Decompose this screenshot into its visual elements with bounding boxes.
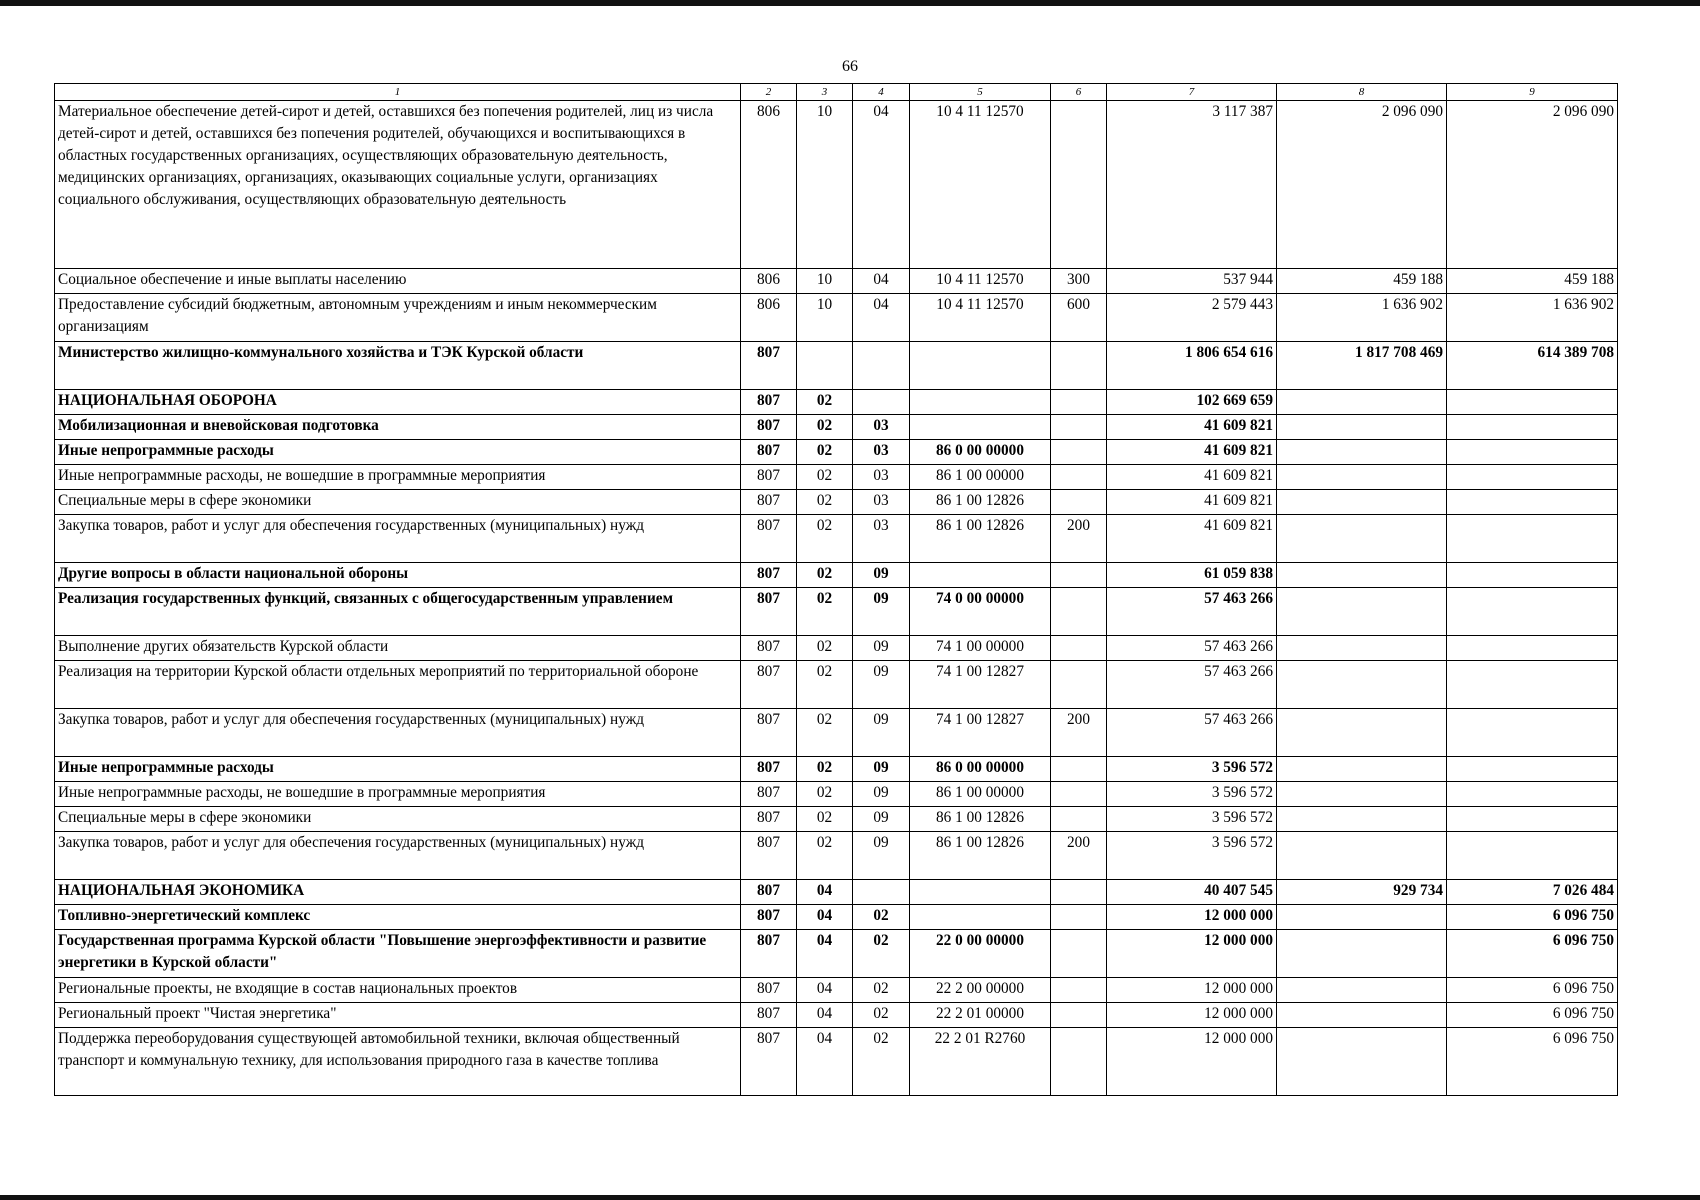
row-section: 10 xyxy=(797,294,853,342)
row-sum-col8 xyxy=(1277,709,1447,757)
row-sum-col8 xyxy=(1277,563,1447,588)
row-subsection: 09 xyxy=(853,563,910,588)
row-target-article: 74 1 00 12827 xyxy=(910,661,1051,709)
table-row xyxy=(55,661,1618,709)
row-expense-type xyxy=(1051,757,1107,782)
row-section: 04 xyxy=(797,978,853,1003)
row-target-article: 10 4 11 12570 xyxy=(910,101,1051,269)
table-row xyxy=(55,1003,1618,1028)
row-section: 02 xyxy=(797,807,853,832)
row-sum-col7: 41 609 821 xyxy=(1107,490,1277,515)
row-grbs: 807 xyxy=(741,807,797,832)
row-sum-col9 xyxy=(1447,782,1618,807)
row-expense-type xyxy=(1051,490,1107,515)
row-sum-col9 xyxy=(1447,807,1618,832)
row-section: 02 xyxy=(797,415,853,440)
row-section: 02 xyxy=(797,390,853,415)
row-name: Предоставление субсидий бюджетным, автономным учреждениям и иным некоммерческим организациям xyxy=(55,294,741,342)
row-grbs: 807 xyxy=(741,515,797,563)
row-section: 02 xyxy=(797,515,853,563)
row-grbs: 807 xyxy=(741,342,797,390)
row-grbs: 807 xyxy=(741,1003,797,1028)
row-sum-col8 xyxy=(1277,757,1447,782)
row-sum-col9 xyxy=(1447,636,1618,661)
row-section xyxy=(797,342,853,390)
row-subsection: 03 xyxy=(853,490,910,515)
table-row xyxy=(55,294,1618,342)
scan-border-top xyxy=(0,0,1700,6)
table-row xyxy=(55,905,1618,930)
row-section: 02 xyxy=(797,563,853,588)
row-subsection: 02 xyxy=(853,978,910,1003)
row-expense-type xyxy=(1051,782,1107,807)
table-row xyxy=(55,807,1618,832)
table-row xyxy=(55,515,1618,563)
table-row xyxy=(55,390,1618,415)
row-target-article xyxy=(910,880,1051,905)
row-grbs: 807 xyxy=(741,415,797,440)
row-section: 10 xyxy=(797,269,853,294)
row-subsection: 04 xyxy=(853,101,910,269)
row-name: Специальные меры в сфере экономики xyxy=(55,807,741,832)
row-name: НАЦИОНАЛЬНАЯ ОБОРОНА xyxy=(55,390,741,415)
table-row xyxy=(55,782,1618,807)
row-grbs: 807 xyxy=(741,465,797,490)
row-expense-type xyxy=(1051,978,1107,1003)
row-subsection: 09 xyxy=(853,636,910,661)
row-sum-col7: 57 463 266 xyxy=(1107,636,1277,661)
row-sum-col8 xyxy=(1277,415,1447,440)
row-grbs: 807 xyxy=(741,636,797,661)
column-number: 7 xyxy=(1107,84,1277,101)
row-section: 02 xyxy=(797,661,853,709)
row-sum-col9: 6 096 750 xyxy=(1447,905,1618,930)
budget-table xyxy=(54,83,1618,1096)
row-subsection xyxy=(853,342,910,390)
table-row xyxy=(55,342,1618,390)
row-sum-col9 xyxy=(1447,563,1618,588)
row-subsection: 09 xyxy=(853,782,910,807)
table-row xyxy=(55,465,1618,490)
row-target-article: 86 1 00 00000 xyxy=(910,782,1051,807)
row-name: Специальные меры в сфере экономики xyxy=(55,490,741,515)
scan-border-bottom xyxy=(0,1195,1700,1200)
row-sum-col9 xyxy=(1447,709,1618,757)
row-subsection: 04 xyxy=(853,294,910,342)
row-sum-col7: 537 944 xyxy=(1107,269,1277,294)
row-sum-col7: 57 463 266 xyxy=(1107,661,1277,709)
row-grbs: 807 xyxy=(741,390,797,415)
row-section: 02 xyxy=(797,490,853,515)
row-sum-col8 xyxy=(1277,661,1447,709)
row-grbs: 807 xyxy=(741,905,797,930)
row-sum-col8 xyxy=(1277,440,1447,465)
row-expense-type xyxy=(1051,905,1107,930)
table-row xyxy=(55,757,1618,782)
table-row xyxy=(55,269,1618,294)
row-section: 04 xyxy=(797,1028,853,1096)
table-row xyxy=(55,930,1618,978)
column-number: 5 xyxy=(910,84,1051,101)
row-sum-col9 xyxy=(1447,490,1618,515)
row-section: 04 xyxy=(797,905,853,930)
row-sum-col8 xyxy=(1277,636,1447,661)
row-expense-type: 200 xyxy=(1051,832,1107,880)
row-target-article: 10 4 11 12570 xyxy=(910,269,1051,294)
row-sum-col8 xyxy=(1277,390,1447,415)
row-sum-col7: 102 669 659 xyxy=(1107,390,1277,415)
column-number: 6 xyxy=(1051,84,1107,101)
column-number: 4 xyxy=(853,84,910,101)
row-target-article: 10 4 11 12570 xyxy=(910,294,1051,342)
row-sum-col9 xyxy=(1447,832,1618,880)
row-name: НАЦИОНАЛЬНАЯ ЭКОНОМИКА xyxy=(55,880,741,905)
row-sum-col8 xyxy=(1277,1028,1447,1096)
row-expense-type: 600 xyxy=(1051,294,1107,342)
row-sum-col7: 2 579 443 xyxy=(1107,294,1277,342)
row-expense-type xyxy=(1051,930,1107,978)
row-target-article: 86 0 00 00000 xyxy=(910,757,1051,782)
row-section: 02 xyxy=(797,440,853,465)
table-row xyxy=(55,709,1618,757)
table-row xyxy=(55,490,1618,515)
row-section: 02 xyxy=(797,757,853,782)
row-grbs: 807 xyxy=(741,757,797,782)
row-expense-type: 300 xyxy=(1051,269,1107,294)
row-subsection: 09 xyxy=(853,588,910,636)
row-subsection xyxy=(853,880,910,905)
table-row xyxy=(55,880,1618,905)
row-sum-col7: 12 000 000 xyxy=(1107,930,1277,978)
row-sum-col9 xyxy=(1447,757,1618,782)
table-row xyxy=(55,1028,1618,1096)
row-grbs: 807 xyxy=(741,978,797,1003)
row-expense-type xyxy=(1051,588,1107,636)
row-target-article: 22 2 01 00000 xyxy=(910,1003,1051,1028)
row-target-article: 22 0 00 00000 xyxy=(910,930,1051,978)
row-expense-type xyxy=(1051,661,1107,709)
row-sum-col9: 614 389 708 xyxy=(1447,342,1618,390)
row-subsection xyxy=(853,390,910,415)
page-number: 66 xyxy=(842,58,858,75)
row-sum-col9 xyxy=(1447,661,1618,709)
row-subsection: 03 xyxy=(853,465,910,490)
column-number: 8 xyxy=(1277,84,1447,101)
row-section: 04 xyxy=(797,880,853,905)
row-target-article: 86 1 00 12826 xyxy=(910,515,1051,563)
row-sum-col9 xyxy=(1447,390,1618,415)
row-sum-col7: 57 463 266 xyxy=(1107,709,1277,757)
row-expense-type xyxy=(1051,1028,1107,1096)
row-expense-type xyxy=(1051,101,1107,269)
row-expense-type xyxy=(1051,440,1107,465)
row-target-article: 22 2 01 R2760 xyxy=(910,1028,1051,1096)
row-section: 02 xyxy=(797,709,853,757)
row-section: 02 xyxy=(797,832,853,880)
row-expense-type xyxy=(1051,563,1107,588)
row-expense-type: 200 xyxy=(1051,709,1107,757)
row-grbs: 806 xyxy=(741,269,797,294)
row-target-article: 22 2 00 00000 xyxy=(910,978,1051,1003)
row-name: Выполнение других обязательств Курской области xyxy=(55,636,741,661)
row-grbs: 807 xyxy=(741,661,797,709)
row-name: Министерство жилищно-коммунального хозяйства и ТЭК Курской области xyxy=(55,342,741,390)
row-grbs: 807 xyxy=(741,782,797,807)
row-grbs: 807 xyxy=(741,709,797,757)
row-sum-col7: 12 000 000 xyxy=(1107,905,1277,930)
row-sum-col8 xyxy=(1277,588,1447,636)
row-name: Иные непрограммные расходы, не вошедшие в программные мероприятия xyxy=(55,782,741,807)
row-target-article xyxy=(910,415,1051,440)
row-expense-type xyxy=(1051,415,1107,440)
row-grbs: 807 xyxy=(741,563,797,588)
row-sum-col9: 459 188 xyxy=(1447,269,1618,294)
row-sum-col7: 61 059 838 xyxy=(1107,563,1277,588)
row-expense-type xyxy=(1051,880,1107,905)
row-grbs: 807 xyxy=(741,880,797,905)
row-subsection: 03 xyxy=(853,415,910,440)
row-sum-col9 xyxy=(1447,440,1618,465)
row-sum-col9: 7 026 484 xyxy=(1447,880,1618,905)
row-target-article xyxy=(910,563,1051,588)
row-sum-col7: 40 407 545 xyxy=(1107,880,1277,905)
row-expense-type: 200 xyxy=(1051,515,1107,563)
row-sum-col7: 3 117 387 xyxy=(1107,101,1277,269)
row-target-article xyxy=(910,905,1051,930)
row-name: Иные непрограммные расходы xyxy=(55,440,741,465)
row-name: Реализация государственных функций, связанных с общегосударственным управлением xyxy=(55,588,741,636)
row-expense-type xyxy=(1051,807,1107,832)
row-sum-col8: 459 188 xyxy=(1277,269,1447,294)
row-sum-col8 xyxy=(1277,930,1447,978)
row-subsection: 02 xyxy=(853,905,910,930)
row-name: Реализация на территории Курской области отдельных мероприятий по территориальной обороне xyxy=(55,661,741,709)
row-sum-col7: 1 806 654 616 xyxy=(1107,342,1277,390)
row-name: Закупка товаров, работ и услуг для обеспечения государственных (муниципальных) нужд xyxy=(55,515,741,563)
row-grbs: 806 xyxy=(741,294,797,342)
row-target-article: 86 1 00 00000 xyxy=(910,465,1051,490)
row-sum-col7: 57 463 266 xyxy=(1107,588,1277,636)
row-sum-col8 xyxy=(1277,1003,1447,1028)
row-sum-col8 xyxy=(1277,807,1447,832)
row-sum-col9 xyxy=(1447,515,1618,563)
row-sum-col7: 3 596 572 xyxy=(1107,807,1277,832)
row-section: 02 xyxy=(797,782,853,807)
row-grbs: 807 xyxy=(741,832,797,880)
row-name: Иные непрограммные расходы, не вошедшие в программные мероприятия xyxy=(55,465,741,490)
row-sum-col9: 6 096 750 xyxy=(1447,978,1618,1003)
row-subsection: 04 xyxy=(853,269,910,294)
row-target-article: 74 1 00 12827 xyxy=(910,709,1051,757)
row-subsection: 09 xyxy=(853,661,910,709)
row-grbs: 807 xyxy=(741,930,797,978)
row-target-article: 86 0 00 00000 xyxy=(910,440,1051,465)
row-sum-col8: 1 636 902 xyxy=(1277,294,1447,342)
row-sum-col8 xyxy=(1277,465,1447,490)
row-grbs: 807 xyxy=(741,440,797,465)
column-number-row xyxy=(55,84,1618,101)
row-sum-col8 xyxy=(1277,782,1447,807)
row-subsection: 09 xyxy=(853,709,910,757)
row-section: 02 xyxy=(797,588,853,636)
row-sum-col8 xyxy=(1277,515,1447,563)
row-target-article: 86 1 00 12826 xyxy=(910,807,1051,832)
row-name: Региональные проекты, не входящие в состав национальных проектов xyxy=(55,978,741,1003)
row-section: 04 xyxy=(797,1003,853,1028)
row-expense-type xyxy=(1051,390,1107,415)
row-section: 10 xyxy=(797,101,853,269)
row-name: Региональный проект "Чистая энергетика" xyxy=(55,1003,741,1028)
table-row xyxy=(55,588,1618,636)
row-target-article: 74 0 00 00000 xyxy=(910,588,1051,636)
row-section: 02 xyxy=(797,465,853,490)
row-grbs: 807 xyxy=(741,1028,797,1096)
row-name: Топливно-энергетический комплекс xyxy=(55,905,741,930)
row-target-article: 86 1 00 12826 xyxy=(910,490,1051,515)
column-number: 1 xyxy=(55,84,741,101)
row-sum-col9: 6 096 750 xyxy=(1447,1003,1618,1028)
row-target-article: 74 1 00 00000 xyxy=(910,636,1051,661)
row-expense-type xyxy=(1051,636,1107,661)
row-expense-type xyxy=(1051,1003,1107,1028)
row-sum-col7: 12 000 000 xyxy=(1107,978,1277,1003)
row-subsection: 09 xyxy=(853,757,910,782)
row-name: Закупка товаров, работ и услуг для обеспечения государственных (муниципальных) нужд xyxy=(55,709,741,757)
row-sum-col7: 41 609 821 xyxy=(1107,465,1277,490)
row-name: Другие вопросы в области национальной обороны xyxy=(55,563,741,588)
row-subsection: 03 xyxy=(853,440,910,465)
table-row xyxy=(55,636,1618,661)
row-name: Иные непрограммные расходы xyxy=(55,757,741,782)
row-subsection: 02 xyxy=(853,1003,910,1028)
row-sum-col8: 1 817 708 469 xyxy=(1277,342,1447,390)
row-target-article xyxy=(910,342,1051,390)
row-sum-col8 xyxy=(1277,905,1447,930)
row-sum-col7: 3 596 572 xyxy=(1107,832,1277,880)
row-sum-col8 xyxy=(1277,978,1447,1003)
row-name: Поддержка переоборудования существующей автомобильной техники, включая общественный транспорт и коммунальную технику, для использования природного газа в качестве топлива xyxy=(55,1028,741,1096)
row-name: Государственная программа Курской области "Повышение энергоэффективности и развитие энергетики в Курской области" xyxy=(55,930,741,978)
row-subsection: 03 xyxy=(853,515,910,563)
row-section: 02 xyxy=(797,636,853,661)
row-sum-col8 xyxy=(1277,490,1447,515)
row-subsection: 02 xyxy=(853,1028,910,1096)
row-sum-col9 xyxy=(1447,588,1618,636)
row-sum-col9: 1 636 902 xyxy=(1447,294,1618,342)
row-sum-col9: 6 096 750 xyxy=(1447,930,1618,978)
row-sum-col7: 41 609 821 xyxy=(1107,440,1277,465)
row-sum-col7: 41 609 821 xyxy=(1107,415,1277,440)
row-sum-col9: 6 096 750 xyxy=(1447,1028,1618,1096)
row-sum-col7: 12 000 000 xyxy=(1107,1028,1277,1096)
row-grbs: 807 xyxy=(741,588,797,636)
table-row xyxy=(55,440,1618,465)
row-target-article xyxy=(910,390,1051,415)
row-sum-col9 xyxy=(1447,465,1618,490)
row-sum-col7: 3 596 572 xyxy=(1107,782,1277,807)
column-number: 2 xyxy=(741,84,797,101)
row-sum-col7: 3 596 572 xyxy=(1107,757,1277,782)
table-row xyxy=(55,415,1618,440)
column-number: 9 xyxy=(1447,84,1618,101)
column-number: 3 xyxy=(797,84,853,101)
table-row xyxy=(55,101,1618,269)
row-expense-type xyxy=(1051,342,1107,390)
row-name: Мобилизационная и вневойсковая подготовка xyxy=(55,415,741,440)
table-row xyxy=(55,832,1618,880)
row-expense-type xyxy=(1051,465,1107,490)
row-sum-col7: 41 609 821 xyxy=(1107,515,1277,563)
row-sum-col8: 929 734 xyxy=(1277,880,1447,905)
row-section: 04 xyxy=(797,930,853,978)
row-subsection: 09 xyxy=(853,832,910,880)
row-grbs: 807 xyxy=(741,490,797,515)
row-subsection: 09 xyxy=(853,807,910,832)
row-sum-col9 xyxy=(1447,415,1618,440)
table-row xyxy=(55,563,1618,588)
row-sum-col8 xyxy=(1277,832,1447,880)
row-target-article: 86 1 00 12826 xyxy=(910,832,1051,880)
row-subsection: 02 xyxy=(853,930,910,978)
table-row xyxy=(55,978,1618,1003)
row-sum-col8: 2 096 090 xyxy=(1277,101,1447,269)
row-grbs: 806 xyxy=(741,101,797,269)
row-name: Социальное обеспечение и иные выплаты населению xyxy=(55,269,741,294)
row-sum-col9: 2 096 090 xyxy=(1447,101,1618,269)
row-name: Закупка товаров, работ и услуг для обеспечения государственных (муниципальных) нужд xyxy=(55,832,741,880)
row-name: Материальное обеспечение детей-сирот и детей, оставшихся без попечения родителей, лиц из числа детей-сирот и детей, оставшихся без попечения родителей, обучающихся и воспитывающихся в областных государственных организациях, осуществляющих образовательную деятельность, медицинских организациях, организациях, оказывающих социальные услуги, организациях социального обслуживания, осуществляющих образовательную деятельность xyxy=(55,101,741,269)
row-sum-col7: 12 000 000 xyxy=(1107,1003,1277,1028)
